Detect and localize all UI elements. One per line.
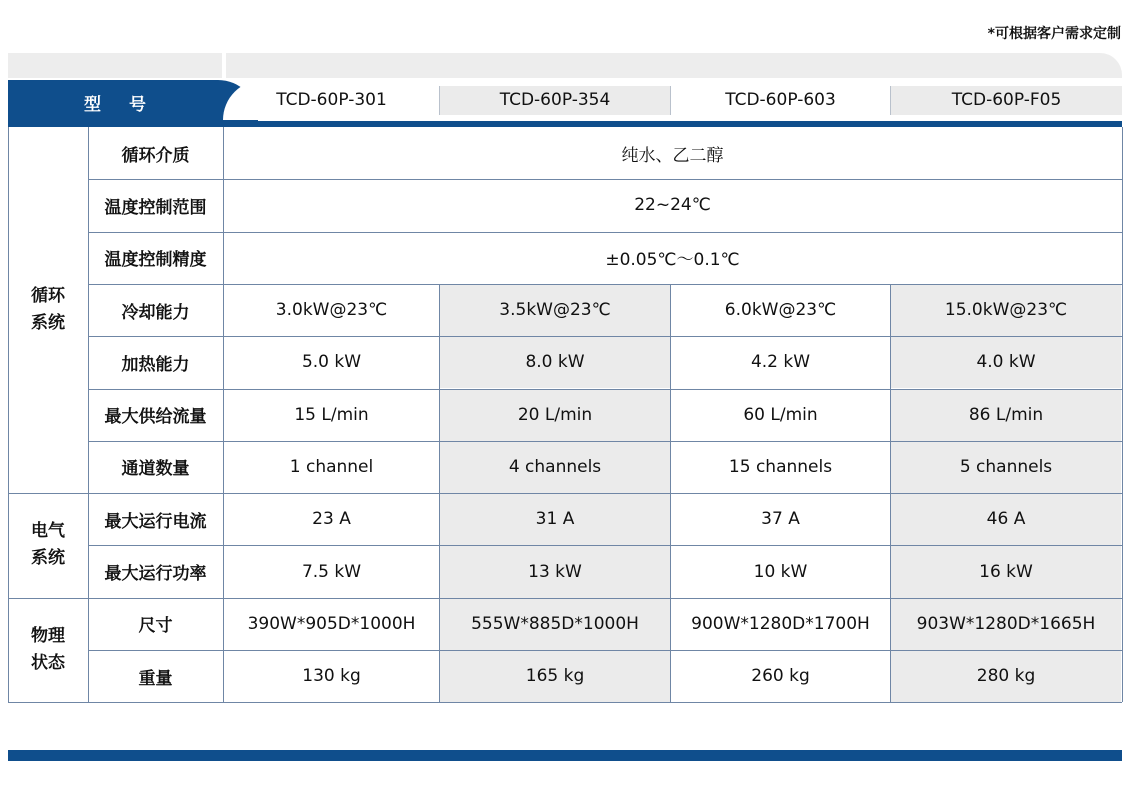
spec-value: 15 channels	[728, 456, 833, 477]
grid-line	[890, 284, 891, 702]
spec-value: 390W*905D*1000H	[247, 613, 416, 634]
grid-line	[88, 127, 89, 702]
group-label-line: 系统	[31, 313, 65, 334]
spec-value: 1 channel	[289, 456, 374, 477]
grid-line	[88, 336, 1122, 337]
row-label: 通道数量	[121, 459, 190, 480]
row-label: 冷却能力	[121, 302, 190, 323]
model-name: TCD-60P-F05	[891, 86, 1122, 115]
group-label	[8, 493, 88, 598]
model-name: TCD-60P-603	[725, 90, 836, 110]
spec-value: 7.5 kW	[301, 561, 362, 582]
spec-value: 86 L/min	[968, 404, 1044, 425]
header-model-label: 型号	[84, 95, 174, 115]
spec-value: 260 kg	[751, 666, 810, 687]
spec-value: 20 L/min	[517, 404, 593, 425]
grid-line	[88, 284, 1122, 285]
spec-value: 6.0kW@23℃	[724, 300, 837, 321]
group-label-line: 电气	[31, 521, 65, 542]
spec-value: 15.0kW@23℃	[944, 300, 1068, 321]
grid-line	[8, 702, 1122, 703]
grid-line	[8, 598, 1122, 599]
spec-value: 555W*885D*1000H	[471, 613, 639, 634]
spec-value: 130 kg	[302, 666, 361, 687]
spec-value: 60 L/min	[743, 404, 818, 425]
row-label: 重量	[138, 668, 173, 689]
merged-value: 纯水、乙二醇	[621, 145, 724, 166]
spec-value: 5.0 kW	[301, 352, 362, 373]
spec-value: 15 L/min	[294, 404, 369, 425]
spec-value: 5 channels	[959, 456, 1053, 477]
grid-line	[670, 284, 671, 702]
spec-value: 16 kW	[979, 561, 1033, 582]
merged-value: 22~24℃	[634, 195, 711, 216]
top-band-left	[8, 53, 222, 78]
row-label: 温度控制精度	[104, 250, 207, 271]
group-label-line: 物理	[31, 625, 65, 646]
spec-value: 4 channels	[508, 456, 602, 477]
customization-note: *可根据客户需求定制	[987, 26, 1121, 42]
group-label-line: 系统	[31, 548, 65, 569]
spec-value: 900W*1280D*1700H	[691, 613, 870, 634]
group-label-line: 循环	[31, 286, 65, 307]
top-band-right	[226, 53, 1122, 78]
spec-value: 4.0 kW	[976, 352, 1036, 373]
spec-value: 4.2 kW	[750, 352, 811, 373]
merged-value: ±0.05℃～0.1℃	[605, 250, 740, 271]
spec-value: 3.5kW@23℃	[499, 300, 611, 321]
row-label: 最大供给流量	[104, 407, 207, 428]
spec-value: 31 A	[535, 509, 575, 530]
grid-line	[1122, 127, 1123, 702]
group-label	[8, 127, 88, 493]
grid-line	[8, 493, 1122, 494]
row-label: 循环介质	[121, 145, 190, 166]
grid-line	[439, 284, 440, 702]
spec-value: 903W*1280D*1665H	[916, 613, 1096, 634]
row-label: 温度控制范围	[104, 197, 207, 218]
grid-line	[88, 650, 1122, 651]
row-label: 最大运行功率	[104, 564, 207, 585]
spec-value: 8.0 kW	[525, 352, 585, 373]
spec-value: 37 A	[761, 509, 800, 530]
grid-line	[88, 441, 1122, 442]
grid-line	[223, 127, 224, 702]
spec-value: 46 A	[986, 509, 1026, 530]
grid-line	[88, 179, 1122, 180]
row-label: 加热能力	[121, 354, 190, 375]
row-label: 最大运行电流	[104, 511, 207, 532]
grid-line	[88, 545, 1122, 546]
grid-line	[8, 127, 9, 702]
group-label	[8, 598, 88, 703]
grid-line	[88, 389, 1122, 390]
spec-value: 13 kW	[528, 561, 582, 582]
model-name: TCD-60P-354	[440, 86, 670, 115]
spec-value: 10 kW	[753, 561, 808, 582]
spec-value: 23 A	[312, 509, 351, 530]
group-label-line: 状态	[31, 652, 65, 673]
model-name: TCD-60P-301	[276, 90, 387, 110]
row-label: 尺寸	[138, 616, 173, 637]
spec-value: 3.0kW@23℃	[275, 300, 388, 321]
spec-value: 165 kg	[525, 666, 585, 687]
spec-value: 280 kg	[976, 666, 1036, 687]
bottom-bar	[8, 750, 1122, 761]
grid-line	[88, 232, 1122, 233]
